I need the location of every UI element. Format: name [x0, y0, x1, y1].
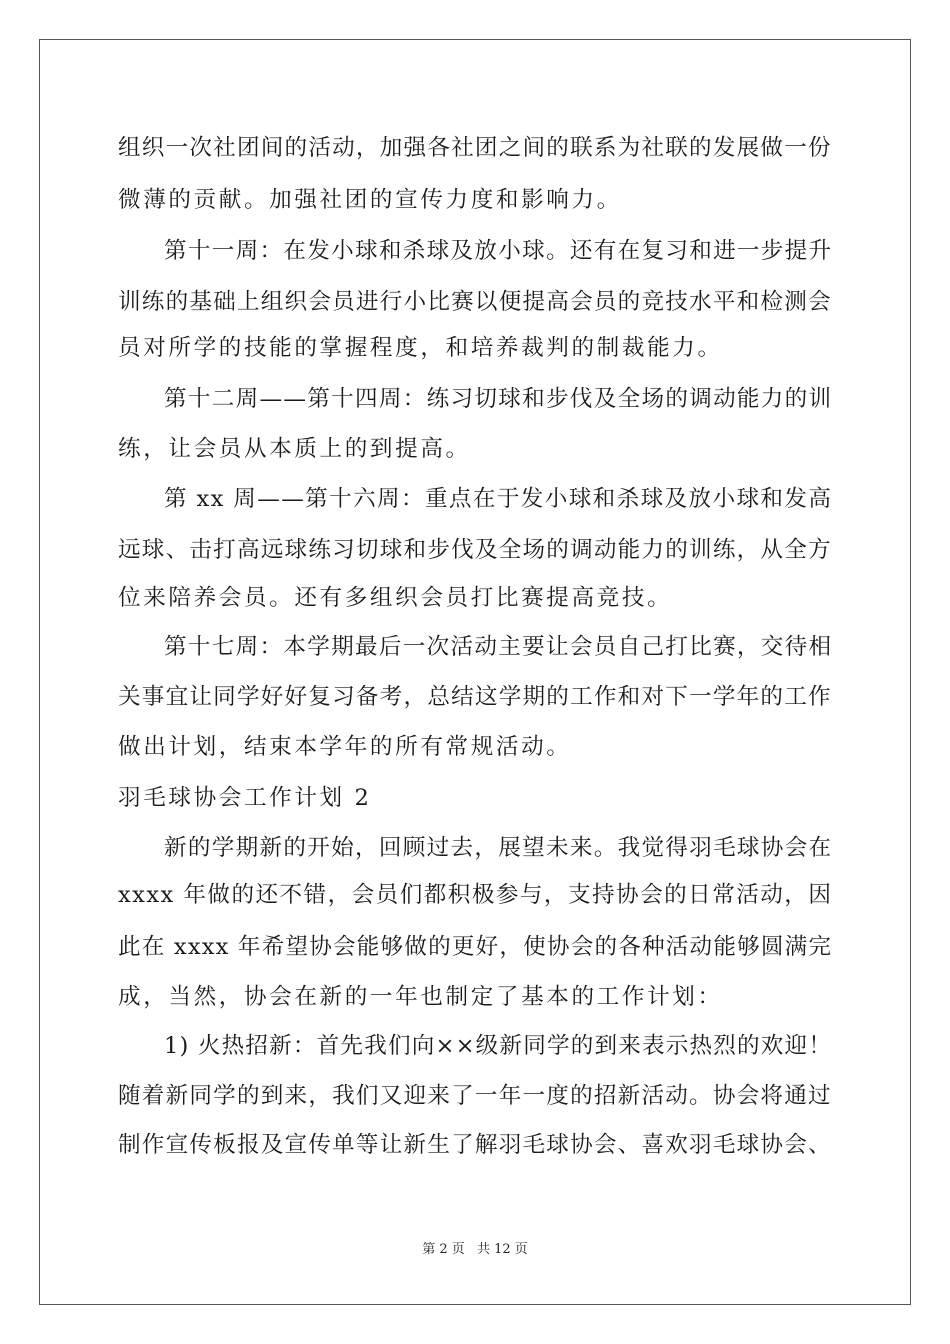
page-footer — [0, 1238, 950, 1257]
text-line: 微薄的贡献。加强社团的宣传力度和影响力。 — [118, 187, 622, 213]
text-line: 做出计划，结束本学年的所有常规活动。 — [118, 734, 572, 760]
text-line: 员对所学的技能的掌握程度，和培养裁判的制裁能力。 — [118, 335, 723, 361]
text-line: 1) 火热招新：首先我们向××级新同学的到来表示热烈的欢迎！ — [164, 1033, 833, 1059]
text-line: 第 xx 周——第十六周：重点在于发小球和杀球及放小球和发高 — [164, 486, 833, 512]
text-line: 第十一周：在发小球和杀球及放小球。还有在复习和进一步提升 — [164, 238, 833, 264]
section-heading: 羽毛球协会工作计划 2 — [118, 785, 372, 811]
text-line: 第十二周——第十四周：练习切球和步伐及全场的调动能力的训 — [164, 386, 833, 412]
text-line: 关事宜让同学好好复习备考，总结这学期的工作和对下一学年的工作 — [118, 684, 832, 710]
text-line: 位来陪养会员。还有多组织会员打比赛提高竞技。 — [118, 585, 673, 611]
text-line: 成，当然，协会在新的一年也制定了基本的工作计划： — [118, 984, 723, 1010]
text-line: 组织一次社团间的活动，加强各社团之间的联系为社联的发展做一份 — [118, 135, 832, 161]
text-line: 练，让会员从本质上的到提高。 — [118, 436, 471, 462]
text-line: xxxx 年做的还不错，会员们都积极参与，支持协会的日常活动，因 — [118, 882, 833, 908]
text-line: 随着新同学的到来，我们又迎来了一年一度的招新活动。协会将通过 — [118, 1083, 832, 1109]
page-total: 共 12 页 — [476, 1242, 528, 1257]
text-line: 远球、击打高远球练习切球和步伐及全场的调动能力的训练，从全方 — [118, 537, 832, 563]
text-line: 新的学期新的开始，回顾过去，展望未来。我觉得羽毛球协会在 — [164, 835, 833, 861]
page-border — [39, 39, 911, 1305]
text-line: 训练的基础上组织会员进行小比赛以便提高会员的竞技水平和检测会 — [118, 289, 832, 315]
page-number: 第 2 页 — [422, 1242, 465, 1257]
text-line: 此在 xxxx 年希望协会能够做的更好，使协会的各种活动能够圆满完 — [118, 934, 833, 960]
text-line: 第十七周：本学期最后一次活动主要让会员自己打比赛，交待相 — [164, 634, 833, 660]
text-line: 制作宣传板报及宣传单等让新生了解羽毛球协会、喜欢羽毛球协会、 — [118, 1132, 832, 1158]
